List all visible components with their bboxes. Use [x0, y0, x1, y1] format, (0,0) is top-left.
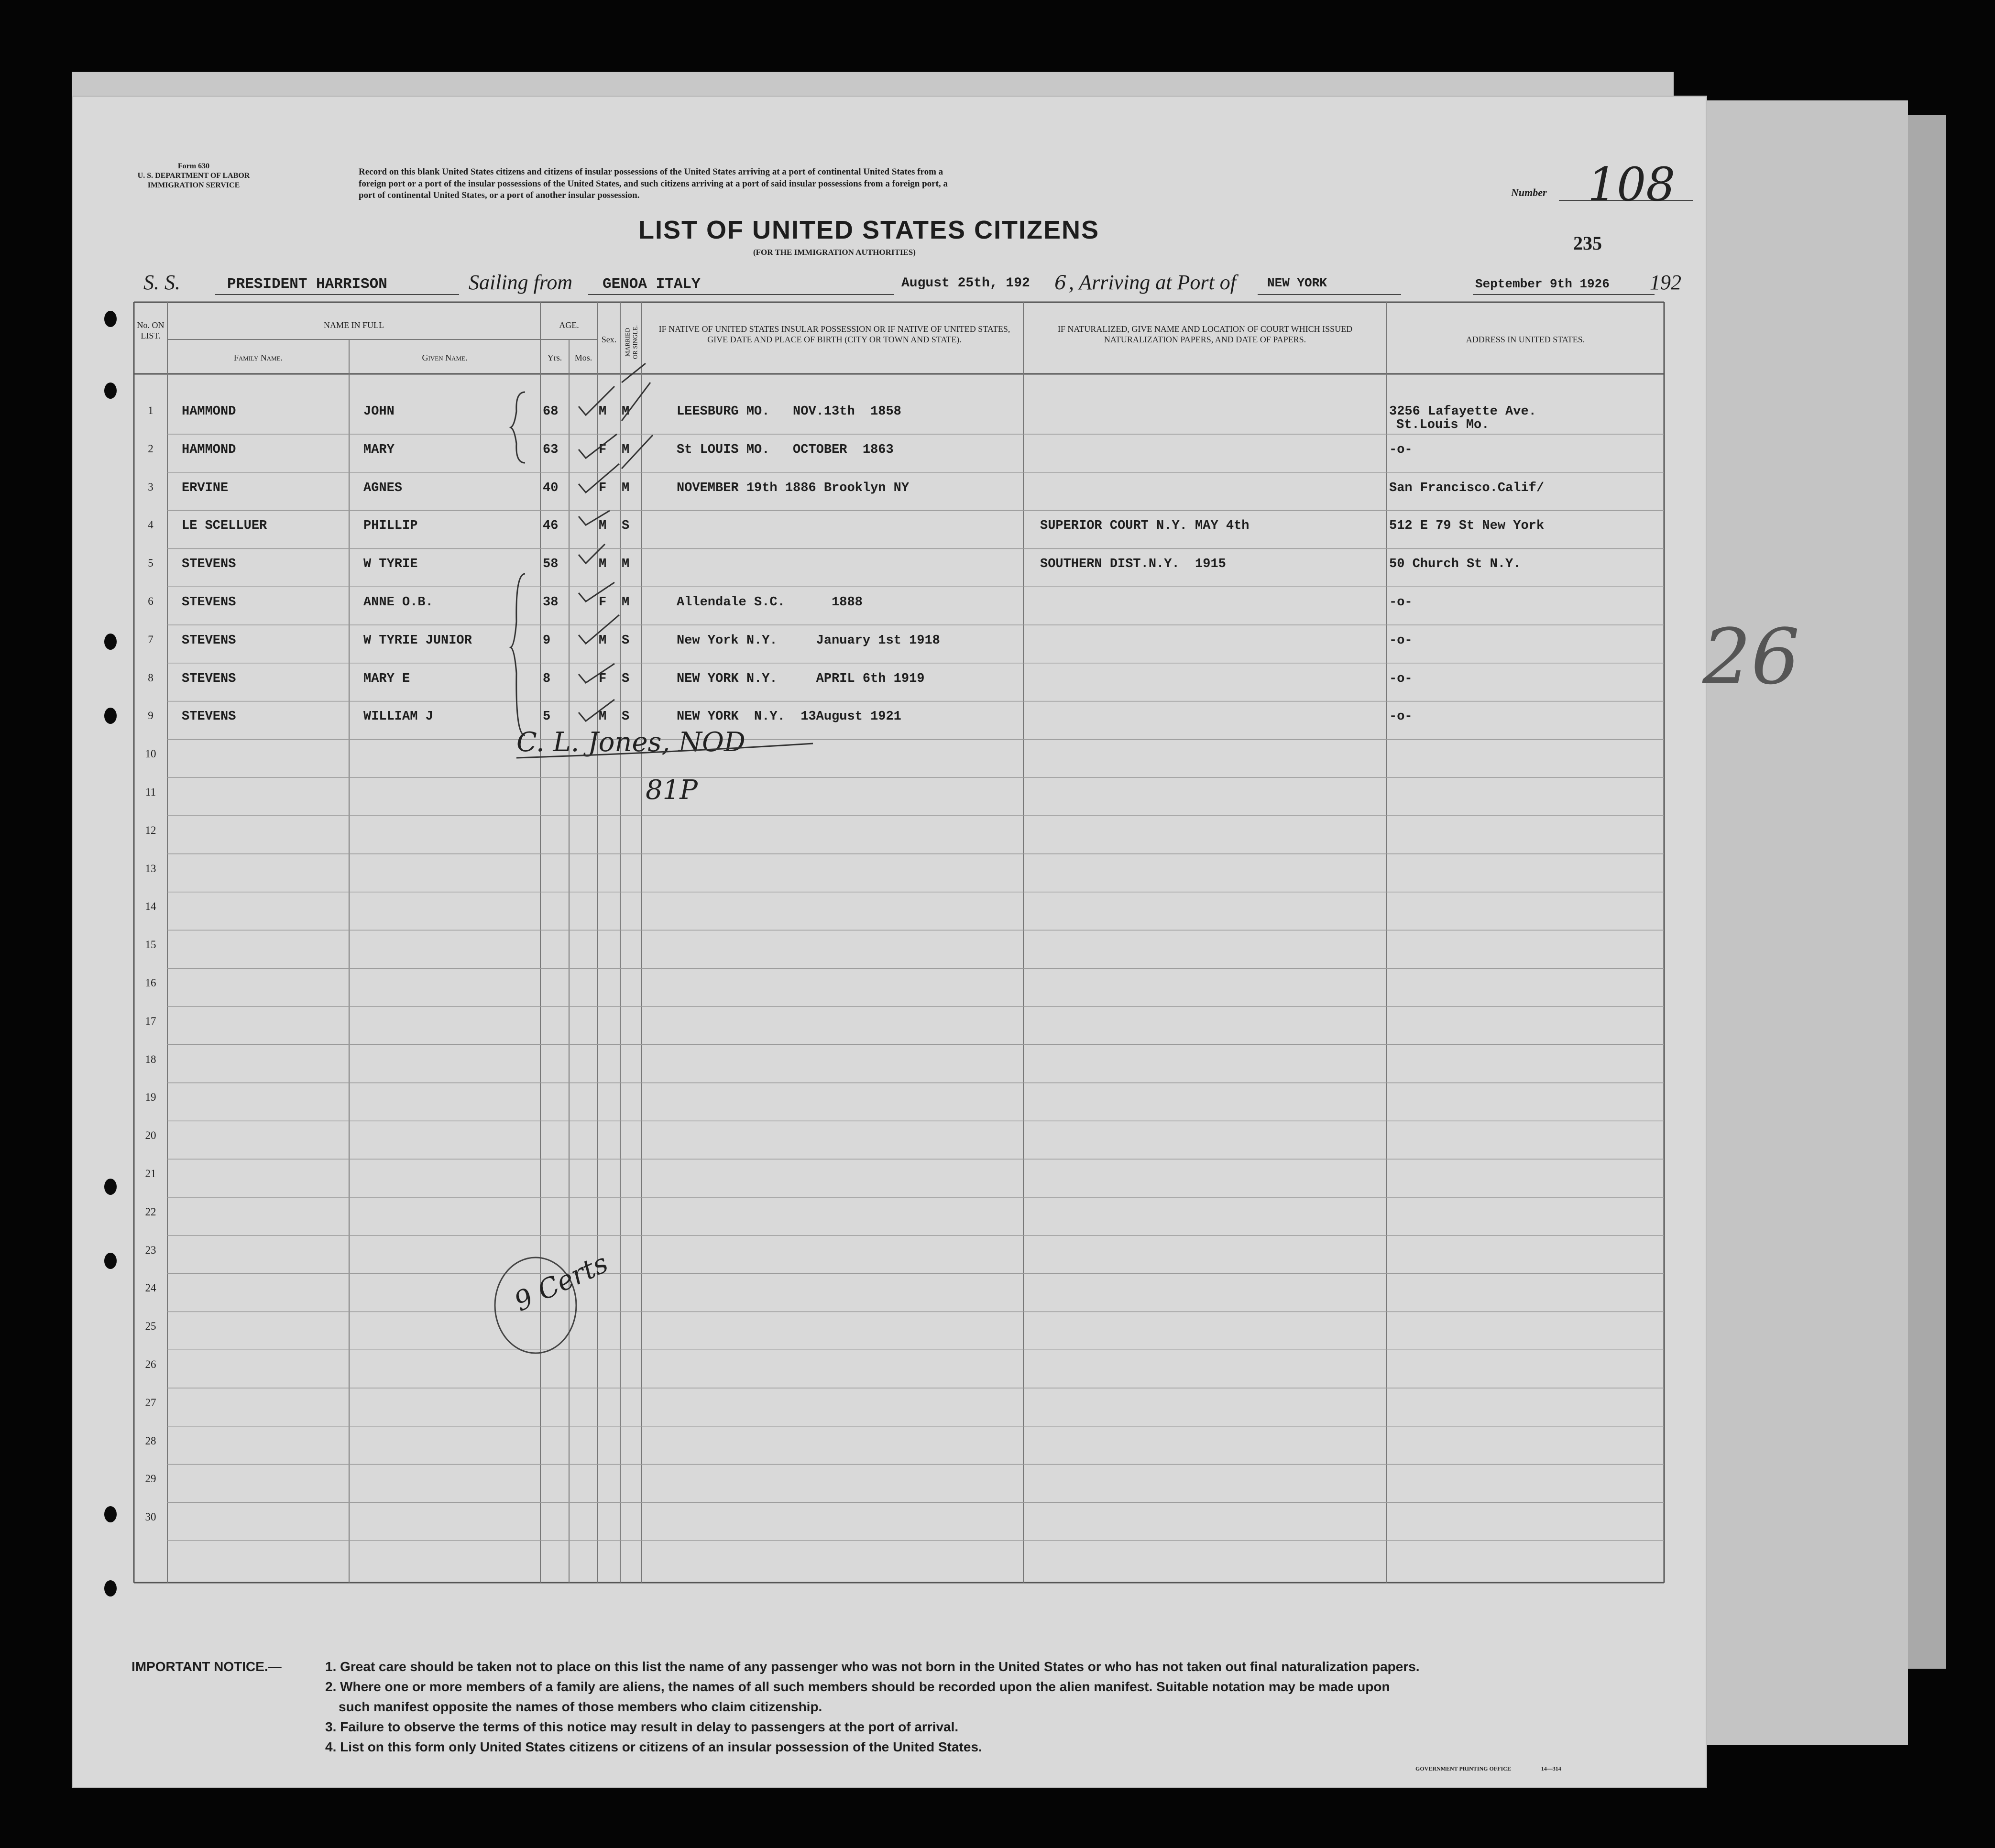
inspector-signature: C. L. Jones, NOD	[516, 727, 745, 758]
row-age: 38	[543, 595, 559, 610]
row-family: STEVENS	[182, 671, 236, 686]
row-birth: New York N.Y. January 1st 1918	[677, 633, 940, 648]
intro-line: Record on this blank United States citizens and citizens of insular possessions of the United States arriving at a port of continental United States from a	[359, 167, 943, 177]
row-sex: M	[599, 405, 607, 419]
row-given: W TYRIE JUNIOR	[363, 633, 472, 648]
row-address: -o-	[1389, 633, 1413, 648]
intro-line: port of continental United States, or a port of another insular possession.	[359, 190, 640, 201]
row-ms: S	[622, 671, 630, 686]
sailing-label: Sailing from	[469, 271, 573, 294]
row-no: 6	[148, 595, 153, 607]
row-no: 25	[145, 1320, 156, 1333]
row-address: -o-	[1389, 595, 1413, 610]
punch-hole	[104, 1179, 117, 1195]
row-no: 27	[145, 1396, 156, 1409]
row-ms: S	[622, 519, 630, 534]
row-no: 21	[145, 1168, 156, 1180]
row-sex: M	[599, 519, 607, 534]
row-ms: S	[622, 633, 630, 648]
row-address: 3256 Lafayette Ave.	[1389, 405, 1536, 419]
row-nat: SUPERIOR COURT N.Y. MAY 4th	[1040, 519, 1250, 534]
row-family: ERVINE	[182, 481, 229, 495]
row-address: -o-	[1389, 710, 1413, 724]
row-ms: S	[622, 710, 630, 724]
row-no: 19	[145, 1091, 156, 1104]
row-no: 4	[148, 519, 153, 531]
punch-hole	[104, 634, 117, 650]
print-code: 14—314	[1541, 1765, 1561, 1772]
row-sex: F	[599, 595, 607, 610]
row-family: HAMMOND	[182, 405, 236, 419]
row-no: 13	[145, 862, 156, 875]
row-given: ANNE O.B.	[363, 595, 433, 610]
row-age: 63	[543, 442, 559, 457]
ship-name: PRESIDENT HARRISON	[227, 276, 387, 293]
row-no: 14	[145, 900, 156, 913]
printer-name: GOVERNMENT PRINTING OFFICE	[1415, 1765, 1511, 1772]
row-family: STEVENS	[182, 557, 236, 572]
row-no: 16	[145, 977, 156, 989]
row-sex: M	[599, 710, 607, 724]
row-sex: M	[599, 557, 607, 572]
signature-underline	[72, 96, 1707, 1788]
col-header-naturalized: IF NATURALIZED, GIVE NAME AND LOCATION OF COURT WHICH ISSUED NATURALIZATION PAPERS, AND DATE OF PAPERS.	[1057, 324, 1353, 344]
row-no: 23	[145, 1244, 156, 1256]
certificates-stamp: 9 Certs	[509, 1247, 613, 1318]
row-sex: F	[599, 442, 607, 457]
row-family: LE SCELLUER	[182, 519, 267, 534]
page-subtitle: (FOR THE IMMIGRATION AUTHORITIES)	[753, 248, 916, 257]
row-no: 20	[145, 1129, 156, 1142]
row-sex: F	[599, 671, 607, 686]
row-address-line2: St.Louis Mo.	[1396, 418, 1490, 432]
row-birth: LEESBURG MO. NOV.13th 1858	[677, 405, 901, 419]
row-address: 512 E 79 St New York	[1389, 519, 1545, 534]
punch-hole	[104, 383, 117, 399]
col-header-address: ADDRESS IN UNITED STATES.	[1466, 335, 1585, 344]
row-ms: M	[622, 481, 630, 495]
row-sex: F	[599, 481, 607, 495]
col-header-given-name: Given Name.	[422, 353, 468, 362]
row-age: 9	[543, 633, 551, 648]
row-age: 58	[543, 557, 559, 572]
row-address: 50 Church St N.Y.	[1389, 557, 1521, 572]
row-age: 68	[543, 405, 559, 419]
row-age: 5	[543, 710, 551, 724]
row-no: 15	[145, 939, 156, 951]
col-header-mos: Mos.	[574, 353, 592, 362]
arrival-date-suffix: 192	[1650, 271, 1681, 294]
row-birth: NEW YORK N.Y. APRIL 6th 1919	[677, 671, 925, 686]
inspector-initials: 81P	[646, 775, 698, 806]
col-header-birth: IF NATIVE OF UNITED STATES INSULAR POSSESSION OR IF NATIVE OF UNITED STATES, GIVE DATE AND PLACE OF BIRTH (CITY OR TOWN AND STATE).	[658, 324, 1010, 344]
notice-label: IMPORTANT NOTICE.—	[132, 1659, 282, 1674]
row-address: -o-	[1389, 442, 1413, 457]
col-header-family-name: Family Name.	[233, 353, 283, 362]
row-no: 2	[148, 442, 153, 455]
row-birth: NEW YORK N.Y. 13August 1921	[677, 710, 901, 724]
row-address: -o-	[1389, 671, 1413, 686]
row-birth: Allendale S.C. 1888	[677, 595, 863, 610]
ss-label: S. S.	[143, 271, 180, 294]
notice-item: such manifest opposite the names of those members who claim citizenship.	[339, 1699, 822, 1714]
row-no: 28	[145, 1434, 156, 1447]
row-family: STEVENS	[182, 633, 236, 648]
row-no: 17	[145, 1015, 156, 1027]
paper-edge-right	[1707, 100, 1908, 1745]
arriving-label: , Arriving at Port of	[1069, 271, 1236, 294]
row-age: 8	[543, 671, 551, 686]
punch-hole	[104, 1253, 117, 1269]
row-given: MARY E	[363, 671, 410, 686]
row-address: San Francisco.Calif/	[1389, 481, 1545, 495]
sail-date-suffix: 6	[1054, 272, 1067, 294]
row-no: 29	[145, 1473, 156, 1485]
notice-item: 2. Where one or more members of a family are aliens, the names of all such members should be recorded upon the alien manifest. Suitable notation may be made upon	[325, 1679, 1390, 1694]
row-no: 12	[145, 824, 156, 836]
col-header-sex: Sex.	[601, 335, 617, 344]
page-title: LIST OF UNITED STATES CITIZENS	[638, 216, 1099, 244]
number-value: 108	[1588, 158, 1676, 211]
row-birth: St LOUIS MO. OCTOBER 1863	[677, 442, 894, 457]
row-no: 24	[145, 1282, 156, 1294]
department: U. S. DEPARTMENT OF LABOR	[137, 172, 250, 180]
row-birth: NOVEMBER 19th 1886 Brooklyn NY	[677, 481, 910, 495]
row-no: 9	[148, 710, 153, 722]
printer-imprint	[1415, 1765, 1561, 1772]
row-no: 10	[145, 748, 156, 760]
row-ms: M	[622, 595, 630, 610]
form-number: Form 630	[177, 162, 210, 170]
row-no: 22	[145, 1205, 156, 1218]
notice-item: 4. List on this form only United States citizens or citizens of an insular possession of the United States.	[325, 1739, 982, 1754]
notice-item: 1. Great care should be taken not to place on this list the name of any passenger who was not born in the United States or who has not taken out final naturalization papers.	[325, 1659, 1420, 1674]
row-given: W TYRIE	[363, 557, 418, 572]
row-family: STEVENS	[182, 595, 236, 610]
notice-item: 3. Failure to observe the terms of this notice may result in delay to passengers at the port of arrival.	[325, 1719, 959, 1734]
document-page	[72, 96, 1800, 1788]
sail-date: August 25th, 192	[901, 276, 1030, 291]
service: IMMIGRATION SERVICE	[147, 181, 240, 189]
row-sex: M	[599, 633, 607, 648]
margin-number: 26	[1702, 612, 1800, 701]
row-family: STEVENS	[182, 710, 236, 724]
row-family: HAMMOND	[182, 442, 236, 457]
punch-hole	[104, 708, 117, 724]
number-label: Number	[1511, 186, 1547, 198]
punch-hole	[104, 1506, 117, 1522]
row-age: 40	[543, 481, 559, 495]
row-no: 30	[145, 1511, 156, 1523]
col-header-married: MARRIED OR SINGLE.	[624, 325, 638, 359]
row-given: PHILLIP	[363, 519, 418, 534]
intro-line: foreign port or a port of the insular possessions of the United States, and such citizens arriving at a port of said insular possessions from a foreign port, a	[359, 178, 948, 189]
row-given: WILLIAM J	[363, 710, 433, 724]
row-no: 8	[148, 671, 153, 684]
port-of-arrival: NEW YORK	[1267, 276, 1327, 290]
row-age: 46	[543, 519, 559, 534]
col-header-name-in-full: NAME IN FULL	[324, 320, 384, 330]
col-header-no: No. ON LIST.	[137, 320, 164, 340]
row-ms: M	[622, 557, 630, 572]
row-nat: SOUTHERN DIST.N.Y. 1915	[1040, 557, 1226, 572]
row-no: 11	[145, 786, 156, 798]
col-header-age: AGE.	[559, 320, 579, 330]
row-ms: M	[622, 405, 630, 419]
row-ms: M	[622, 442, 630, 457]
row-no: 18	[145, 1053, 156, 1065]
col-header-yrs: Yrs.	[547, 353, 562, 362]
sailing-from: GENOA ITALY	[603, 276, 701, 293]
row-given: AGNES	[363, 481, 403, 495]
paper-edge-right-2	[1908, 115, 1946, 1669]
row-no: 7	[148, 633, 153, 645]
arrival-date: September 9th 1926	[1475, 277, 1610, 291]
punch-hole	[104, 1580, 117, 1596]
row-no: 5	[148, 557, 153, 569]
page-number: 235	[1573, 232, 1602, 254]
row-no: 26	[145, 1358, 156, 1370]
row-given: JOHN	[363, 405, 395, 419]
row-given: MARY	[363, 442, 395, 457]
punch-hole	[104, 311, 117, 327]
row-no: 3	[148, 481, 153, 493]
row-no: 1	[148, 405, 153, 416]
